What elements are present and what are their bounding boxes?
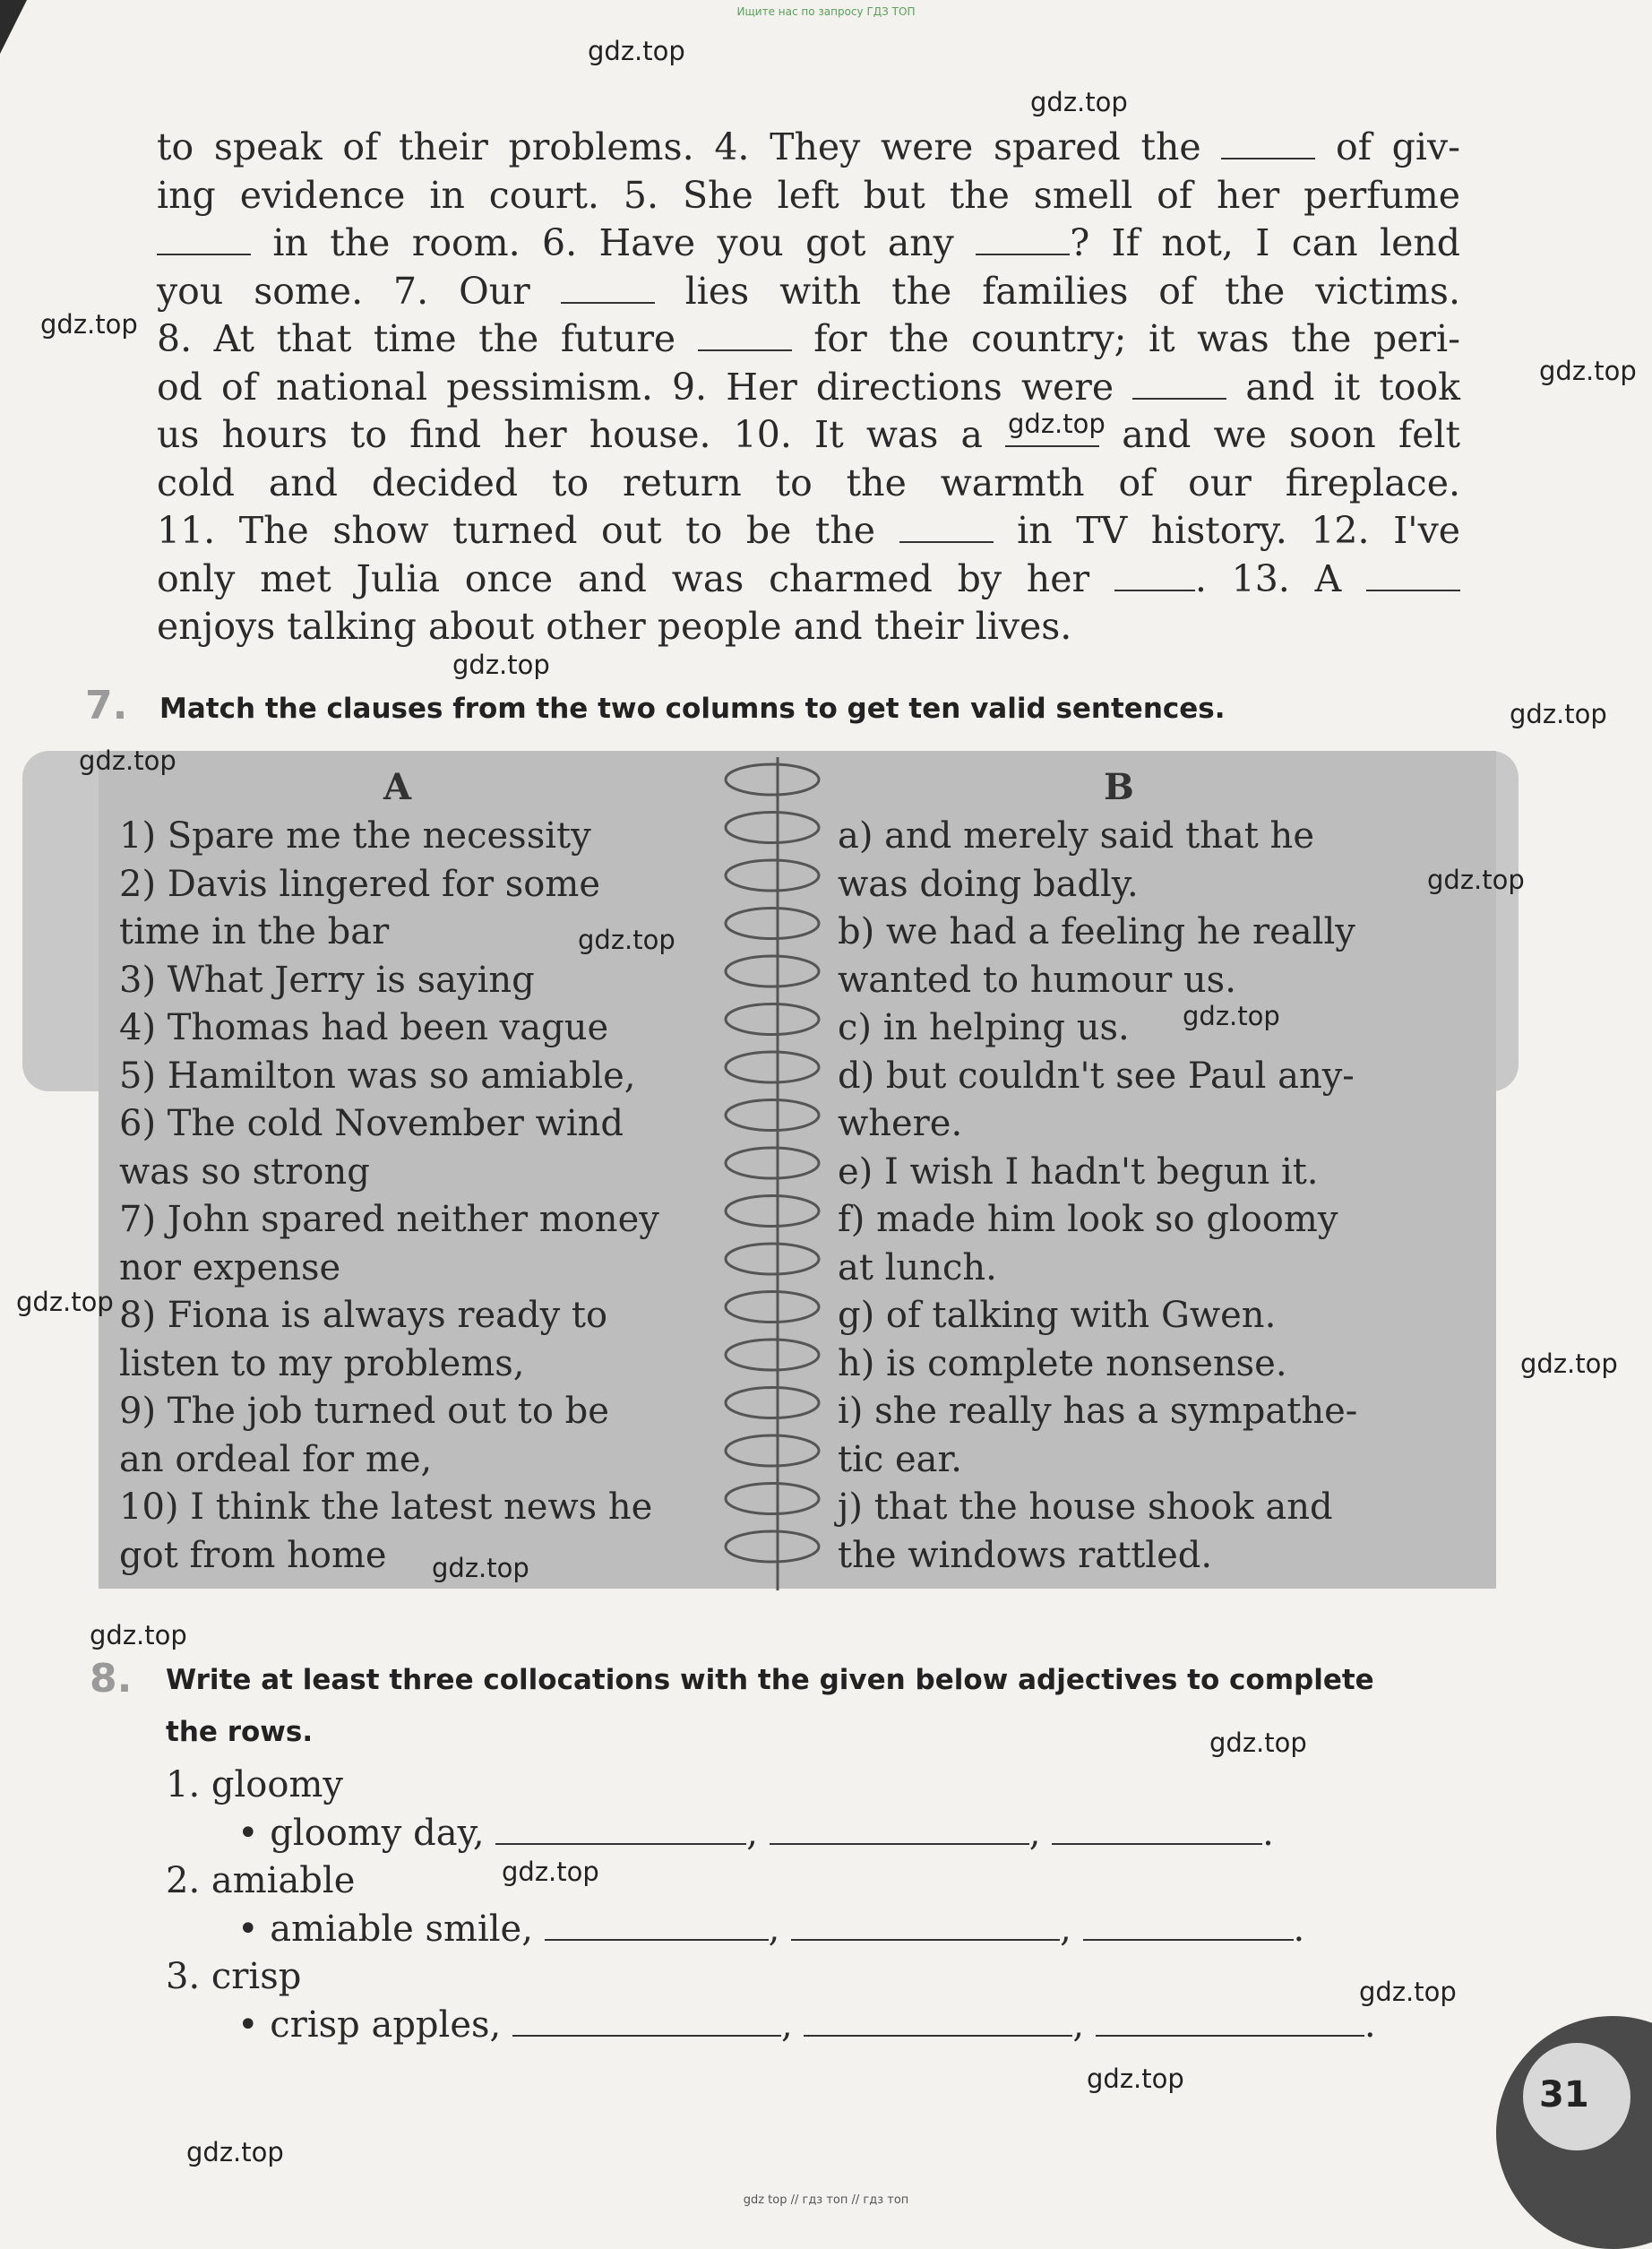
- watermark: gdz.top: [1520, 1349, 1618, 1379]
- watermark: gdz.top: [1209, 1728, 1307, 1758]
- clause-a-4: 4) Thomas had been vague: [119, 1007, 609, 1048]
- answer-line: [512, 2010, 781, 2037]
- answer-line: [770, 1818, 1029, 1845]
- para-line: only met Julia once and was charmed by her . 13. A: [157, 556, 1460, 604]
- collocation-row: • crisp apples, , , .: [237, 2003, 1376, 2046]
- spiral-ring: [726, 1004, 819, 1035]
- adjective-title: 3. crisp: [166, 1956, 302, 1997]
- clause-b-a: a) and merely said that he was doing badly.: [838, 815, 1314, 905]
- answer-line: [804, 2010, 1072, 2037]
- watermark: gdz.top: [588, 36, 685, 66]
- clause-a-3: 3) What Jerry is saying: [119, 959, 535, 1001]
- para-line: you some. 7. Our lies with the families of the victims.: [157, 269, 1460, 313]
- para-line: in the room. 6. Have you got any ? If not, I can lend: [157, 220, 1460, 268]
- spiral-ring: [726, 764, 819, 795]
- watermark: gdz.top: [1510, 699, 1607, 729]
- answer-line: [1083, 1914, 1294, 1941]
- clause-a-10: 10) I think the latest news he got from home: [119, 1486, 653, 1576]
- top-banner: Ищите нас по запросу ГДЗ ТОП: [736, 5, 916, 18]
- column-a-heading: A: [383, 766, 412, 808]
- watermark: gdz.top: [40, 309, 138, 340]
- spiral-ring: [726, 956, 819, 987]
- exercise7-instruction: Match the clauses from the two columns to get ten valid sentences.: [159, 693, 1226, 725]
- spiral-ring: [726, 813, 819, 843]
- clause-b-d: d) but couldn't see Paul any- where.: [838, 1055, 1355, 1144]
- clause-b-i: i) she really has a sympathe- tic ear.: [838, 1391, 1358, 1480]
- para-line: to speak of their problems. 4. They were spared the of giv-: [157, 125, 1460, 168]
- answer-blank: [1114, 563, 1195, 591]
- watermark: gdz.top: [16, 1287, 114, 1317]
- spiral-ring: [726, 1244, 819, 1274]
- para-line: cold and decided to return to the warmth of our fireplace.: [157, 461, 1460, 504]
- answer-line: [545, 1914, 769, 1941]
- watermark: gdz.top: [90, 1620, 187, 1650]
- watermark: gdz.top: [432, 1553, 529, 1583]
- answer-blank: [698, 323, 792, 351]
- para-line: enjoys talking about other people and their lives.: [157, 605, 1072, 648]
- watermark: gdz.top: [502, 1857, 599, 1887]
- answer-blank: [976, 227, 1070, 255]
- clause-b-c: c) in helping us.: [838, 1007, 1130, 1048]
- watermark: gdz.top: [1008, 409, 1106, 439]
- spiral-ring: [726, 1484, 819, 1514]
- answer-blank: [899, 514, 994, 543]
- clause-b-g: g) of talking with Gwen.: [838, 1295, 1277, 1336]
- para-line: ing evidence in court. 5. She left but the smell of her perfume: [157, 173, 1460, 217]
- spiral-ring: [726, 1196, 819, 1227]
- spiral-ring: [726, 860, 819, 891]
- column-b: [838, 813, 1420, 1580]
- para-line: 11. The show turned out to be the in TV history. 12. I've: [157, 509, 1460, 552]
- collocation-list: [166, 1762, 1376, 2049]
- exercise7-number: 7.: [85, 683, 128, 728]
- exercise8-instruction: Write at least three collocations with the given below adjectives to complete the rows.: [166, 1664, 1374, 1748]
- watermark: gdz.top: [1087, 2064, 1184, 2094]
- para-line: od of national pessimism. 9. Her directions were and it took: [157, 365, 1460, 409]
- answer-line: [495, 1818, 746, 1845]
- clause-b-h: h) is complete nonsense.: [838, 1342, 1287, 1384]
- watermark: gdz.top: [186, 2137, 284, 2167]
- answer-line: [1096, 2010, 1364, 2037]
- watermark: gdz.top: [1539, 356, 1637, 386]
- clause-a-5: 5) Hamilton was so amiable,: [119, 1055, 636, 1097]
- para-line: us hours to find her house. 10. It was a and we soon felt: [157, 413, 1460, 456]
- watermark: gdz.top: [578, 925, 675, 955]
- answer-line: [1052, 1818, 1262, 1845]
- answer-blank: [1132, 371, 1226, 400]
- exercise6-continuation: [157, 124, 1460, 651]
- watermark: gdz.top: [452, 650, 550, 680]
- clause-b-b: b) we had a feeling he really wanted to humour us.: [838, 911, 1355, 1001]
- clause-a-7: 7) John spared neither money nor expense: [119, 1199, 659, 1288]
- clause-a-8: 8) Fiona is always ready to listen to my problems,: [119, 1295, 608, 1384]
- adjective-title: 1. gloomy: [166, 1764, 343, 1805]
- answer-blank: [1221, 131, 1315, 159]
- clause-a-9: 9) The job turned out to be an ordeal for me,: [119, 1391, 609, 1480]
- spiral-ring: [726, 1388, 819, 1418]
- spiral-ring: [726, 1052, 819, 1082]
- page-number: 31: [1539, 2074, 1589, 2115]
- spiral-ring: [726, 1435, 819, 1466]
- collocation-row: • gloomy day, , , .: [237, 1812, 1274, 1854]
- answer-blank: [157, 227, 251, 255]
- clause-a-2: 2) Davis lingered for some time in the bar: [119, 863, 600, 952]
- para-line: 8. At that time the future for the country; it was the peri-: [157, 317, 1460, 360]
- spiral-ring: [726, 909, 819, 939]
- spiral-ring: [726, 1148, 819, 1178]
- answer-blank: [1366, 563, 1460, 591]
- spiral-ring: [726, 1531, 819, 1562]
- clause-b-j: j) that the house shook and the windows rattled.: [838, 1486, 1333, 1576]
- watermark: gdz.top: [1359, 1977, 1457, 2007]
- bottom-banner: gdz top // гдз топ // гдз топ: [743, 2193, 909, 2207]
- spiral-ring: [726, 1340, 819, 1370]
- column-b-heading: B: [1104, 766, 1134, 808]
- watermark: gdz.top: [1427, 865, 1525, 895]
- spiral-ring: [726, 1100, 819, 1131]
- watermark: gdz.top: [1183, 1001, 1280, 1031]
- spiral-ring: [726, 1292, 819, 1323]
- clause-a-6: 6) The cold November wind was so strong: [119, 1103, 624, 1193]
- exercise8-number: 8.: [90, 1656, 133, 1702]
- collocation-row: • amiable smile, , , .: [237, 1908, 1305, 1950]
- clause-b-e: e) I wish I hadn't begun it.: [838, 1150, 1319, 1193]
- clause-b-f: f) made him look so gloomy at lunch.: [838, 1199, 1338, 1288]
- answer-blank: [561, 275, 655, 304]
- clause-a-1: 1) Spare me the necessity: [119, 815, 591, 857]
- adjective-title: 2. amiable: [166, 1860, 356, 1901]
- watermark: gdz.top: [1030, 87, 1128, 117]
- notebook-spiral: [717, 757, 824, 1590]
- answer-line: [791, 1914, 1060, 1941]
- watermark: gdz.top: [79, 745, 176, 776]
